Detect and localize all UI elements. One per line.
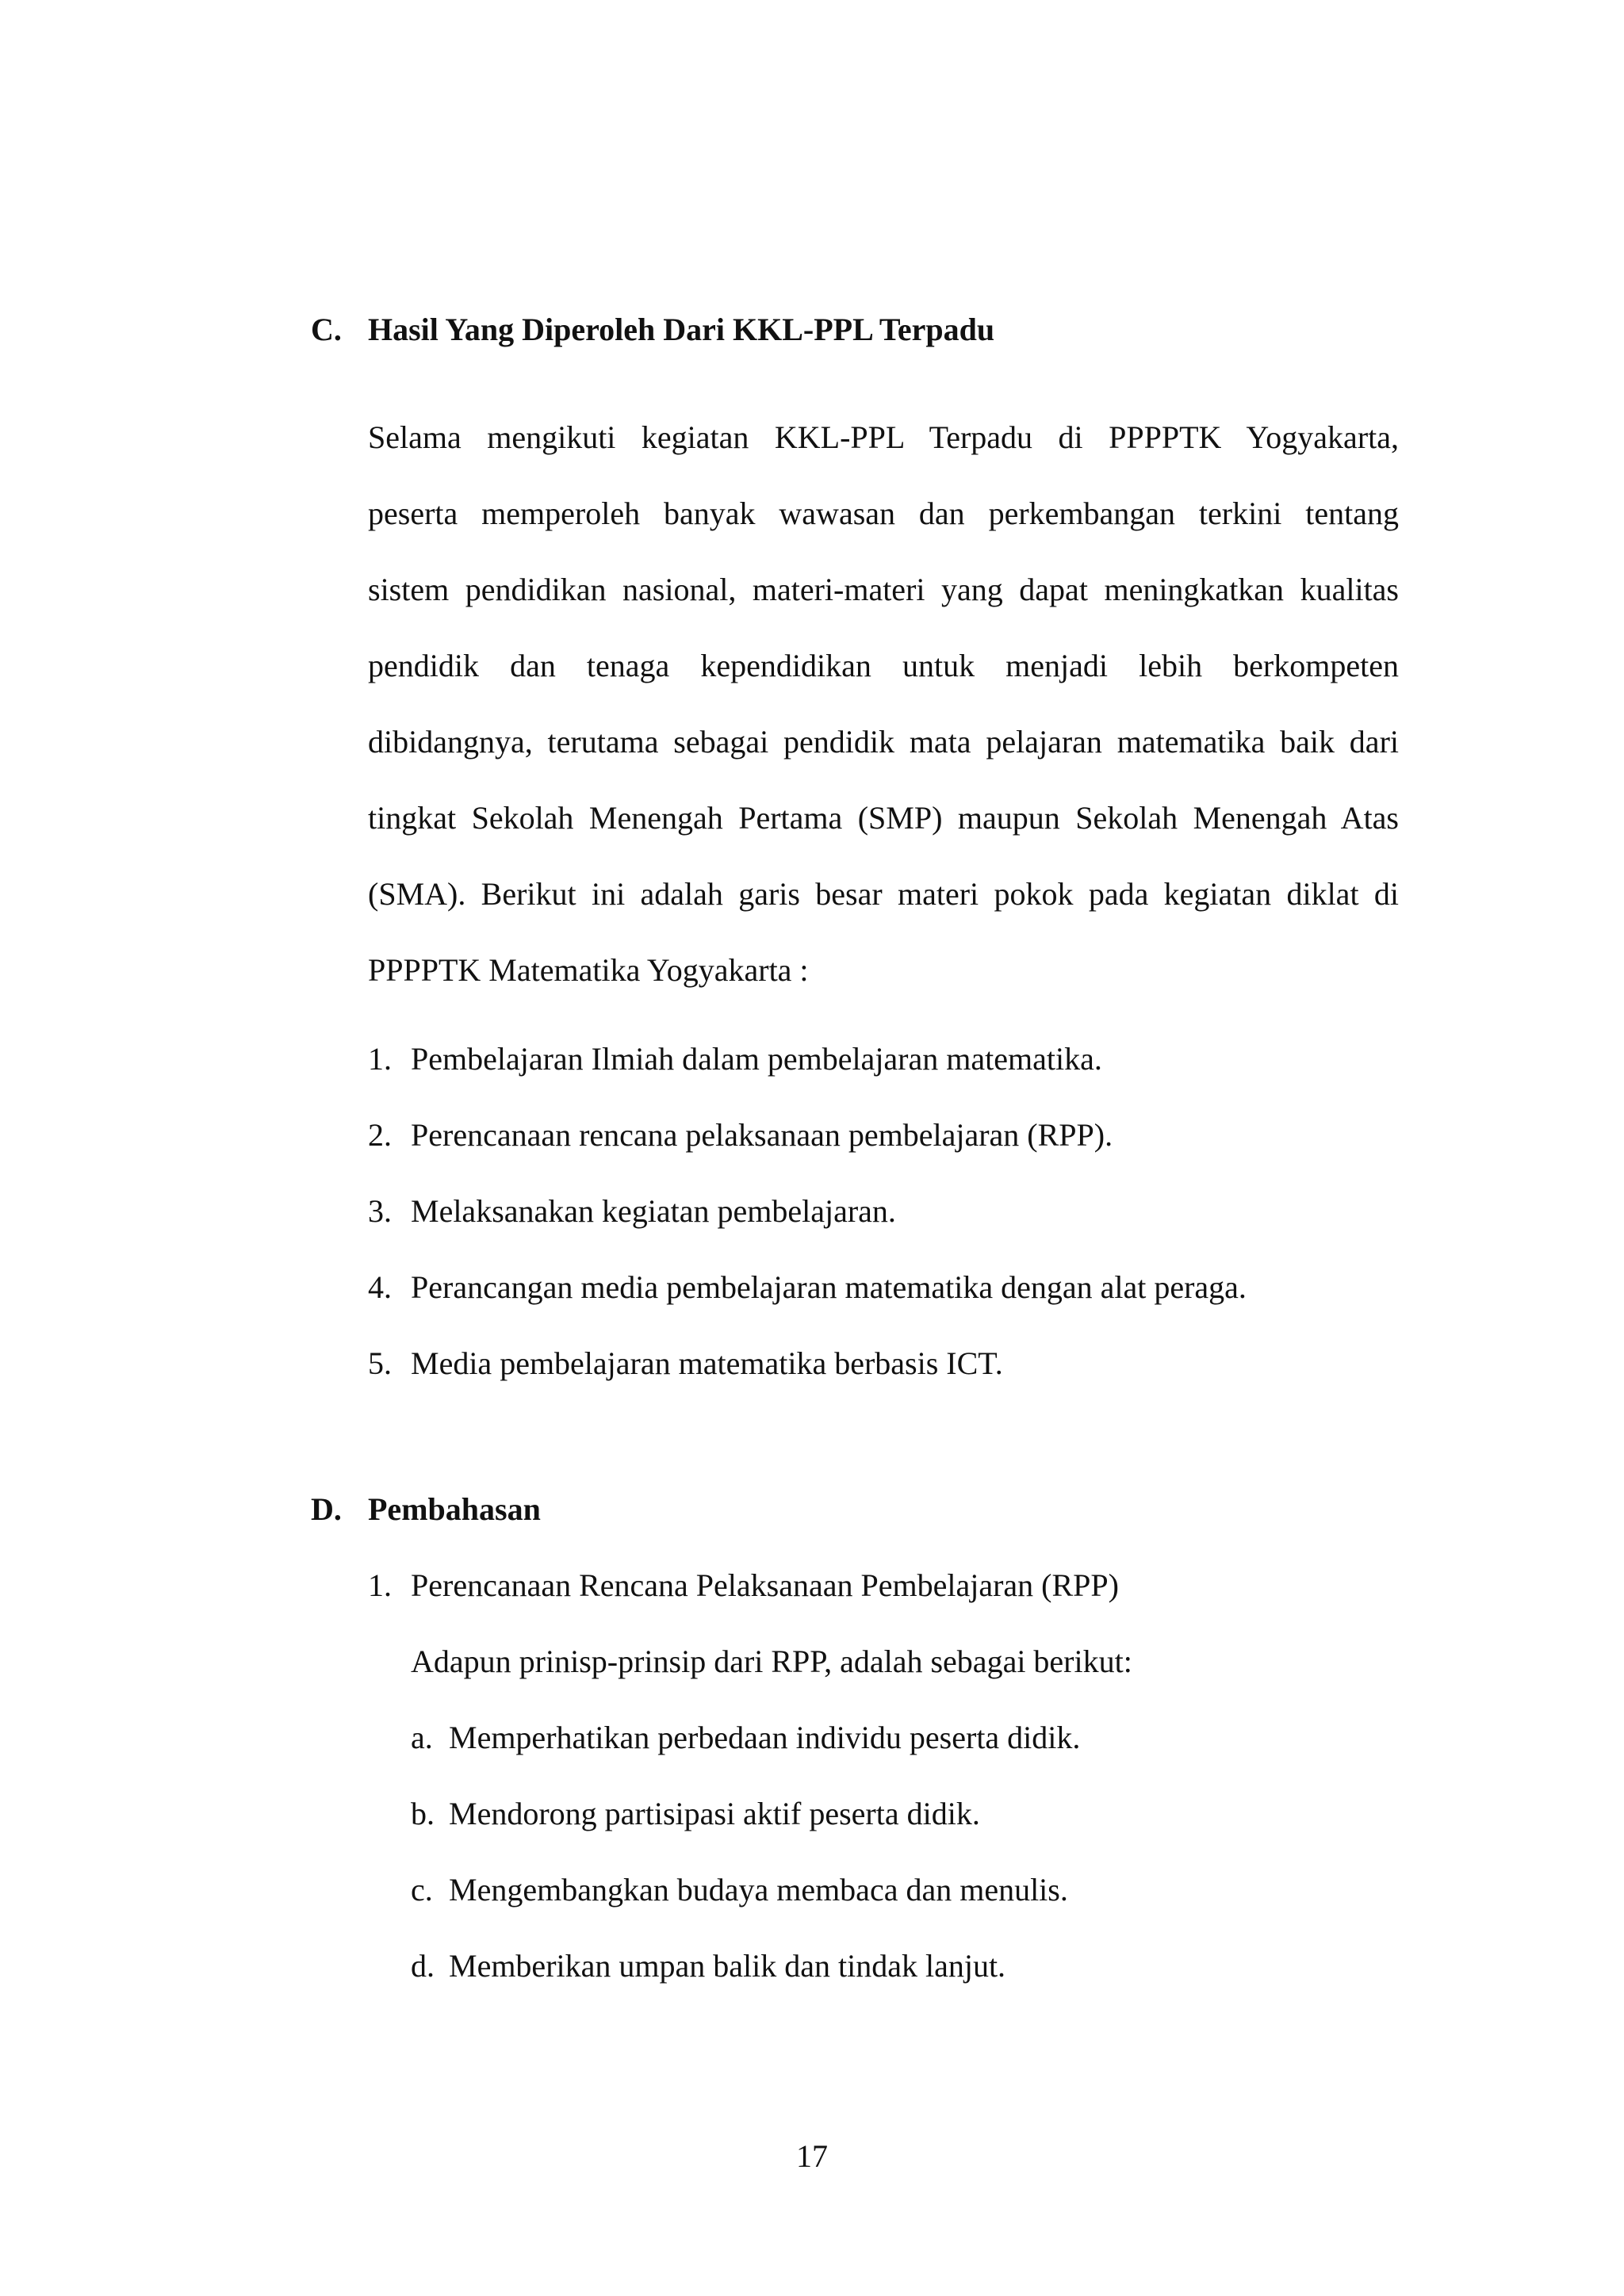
sub-list-item (411, 1871, 1068, 1909)
sub-list-text: Mendorong partisipasi aktif peserta didik. (449, 1796, 980, 1831)
list-number: 5. (368, 1345, 392, 1381)
list-text: Media pembelajaran matematika berbasis ICT. (411, 1345, 1003, 1381)
section-c-letter: C. (311, 312, 342, 347)
sub-list-label: b. (411, 1796, 435, 1831)
item-intro-text: Adapun prinisp-prinsip dari RPP, adalah sebagai berikut: (411, 1644, 1132, 1679)
paragraph-line: Selama mengikuti kegiatan KKL-PPL Terpadu di PPPPTK Yogyakarta, (368, 419, 1399, 455)
sub-list-label: c. (411, 1872, 433, 1908)
section-c-title: Hasil Yang Diperoleh Dari KKL-PPL Terpadu (368, 312, 995, 347)
paragraph-line: peserta memperoleh banyak wawasan dan perkembangan terkini tentang (368, 496, 1399, 531)
list-item (368, 1567, 1119, 1605)
paragraph-line: tingkat Sekolah Menengah Pertama (SMP) maupun Sekolah Menengah Atas (368, 800, 1399, 836)
section-d-heading (311, 1490, 541, 1529)
paragraph-line: pendidik dan tenaga kependidikan untuk menjadi lebih berkompeten (368, 648, 1399, 683)
list-item (368, 1192, 896, 1230)
list-number: 3. (368, 1193, 392, 1229)
list-text: Perencanaan Rencana Pelaksanaan Pembelajaran (RPP) (411, 1567, 1119, 1603)
section-c-heading (311, 311, 994, 349)
paragraph-line: PPPPTK Matematika Yogyakarta : (368, 952, 809, 988)
sub-list-label: d. (411, 1948, 435, 1984)
section-d-letter: D. (311, 1491, 342, 1527)
section-d-title: Pembahasan (368, 1491, 541, 1527)
sub-list-item (411, 1947, 1005, 1985)
list-text: Melaksanakan kegiatan pembelajaran. (411, 1193, 896, 1229)
list-item (368, 1040, 1102, 1078)
sub-list-item (411, 1719, 1080, 1757)
paragraph-line: (SMA). Berikut ini adalah garis besar materi pokok pada kegiatan diklat di (368, 876, 1399, 912)
list-number: 1. (368, 1567, 392, 1603)
list-item (368, 1116, 1113, 1154)
list-text: Perancangan media pembelajaran matematika dengan alat peraga. (411, 1269, 1247, 1305)
sub-list-item (411, 1795, 980, 1833)
paragraph-line: dibidangnya, terutama sebagai pendidik mata pelajaran matematika baik dari (368, 724, 1399, 760)
list-number: 1. (368, 1041, 392, 1077)
sub-list-text: Memperhatikan perbedaan individu peserta didik. (449, 1720, 1081, 1755)
sub-list-text: Mengembangkan budaya membaca dan menulis. (449, 1872, 1068, 1908)
list-text: Pembelajaran Ilmiah dalam pembelajaran matematika. (411, 1041, 1102, 1077)
list-item (368, 1345, 1003, 1383)
list-number: 4. (368, 1269, 392, 1305)
paragraph-line: sistem pendidikan nasional, materi-materi yang dapat meningkatkan kualitas (368, 572, 1399, 607)
section-c-paragraph (368, 419, 1399, 989)
sub-list-text: Memberikan umpan balik dan tindak lanjut. (449, 1948, 1006, 1984)
sub-list-label: a. (411, 1720, 433, 1755)
list-item (368, 1269, 1247, 1307)
list-number: 2. (368, 1117, 392, 1153)
list-text: Perencanaan rencana pelaksanaan pembelajaran (RPP). (411, 1117, 1113, 1153)
page-number: 17 (796, 2138, 828, 2174)
